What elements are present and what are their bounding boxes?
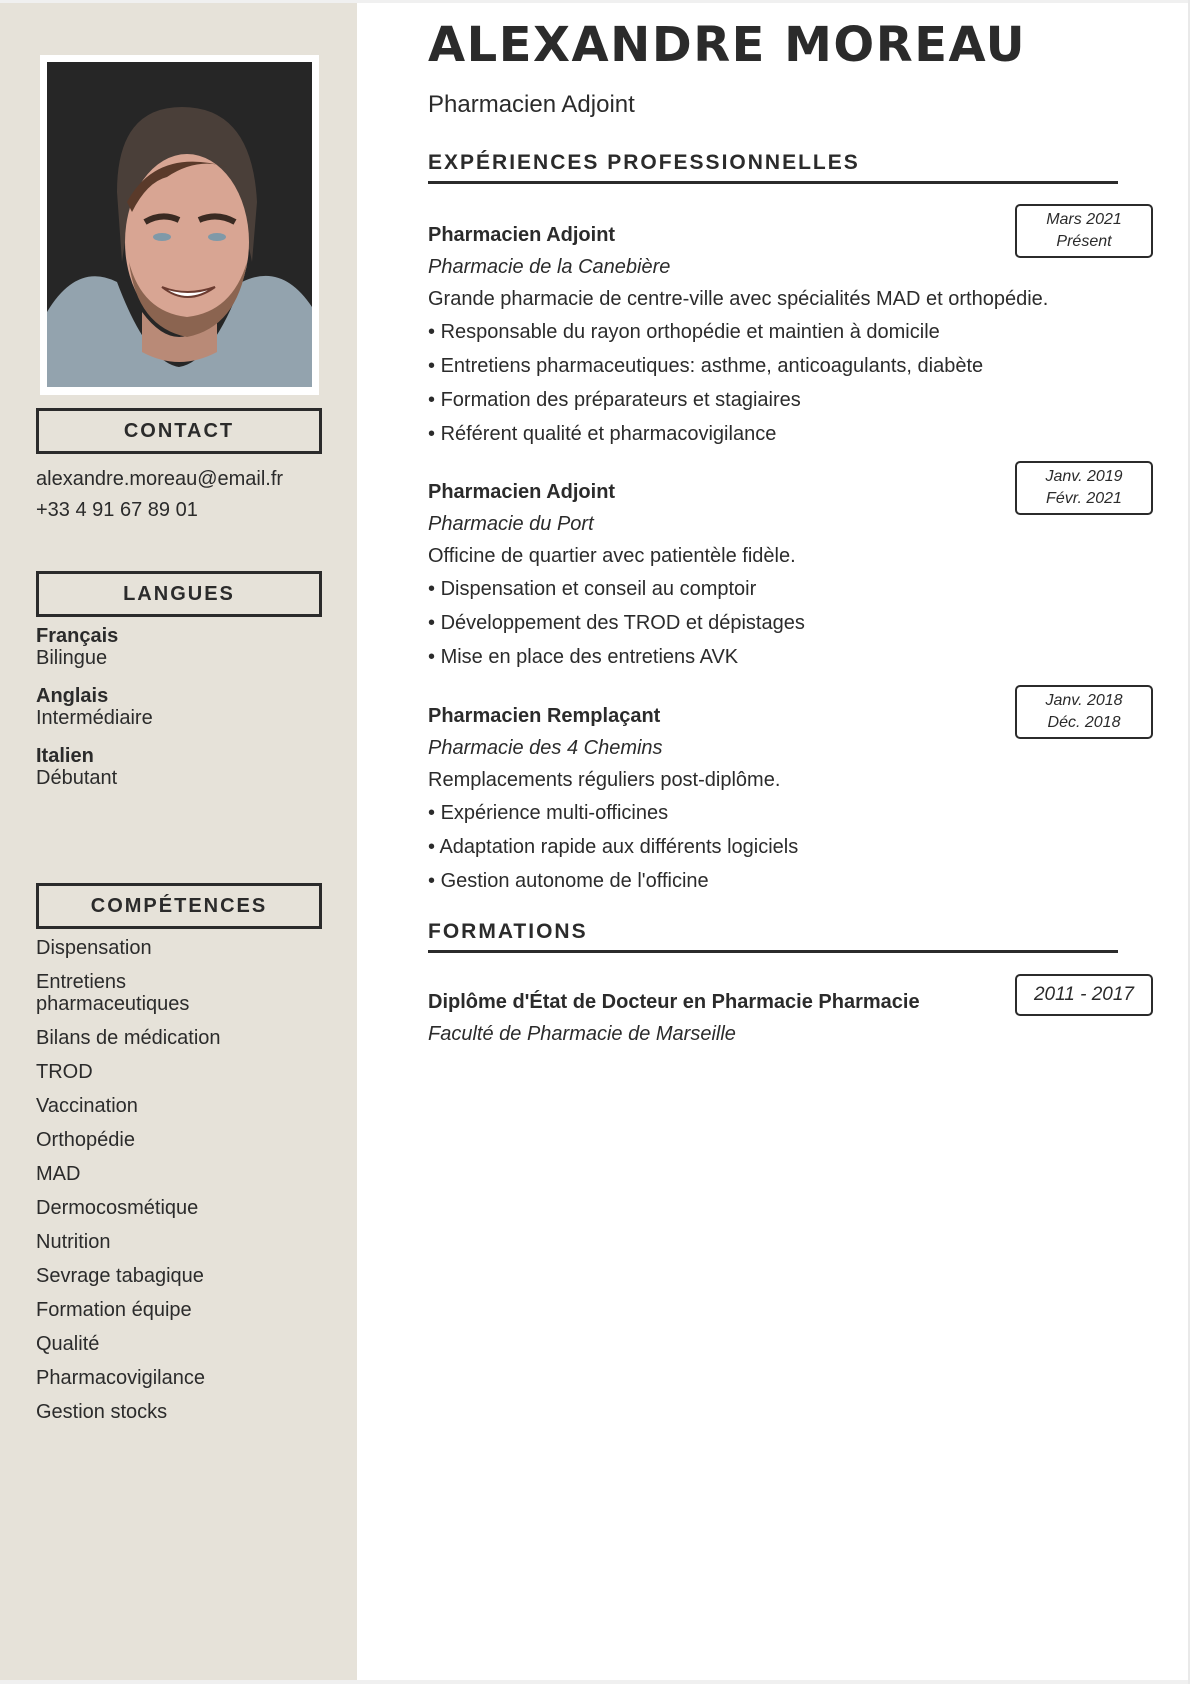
profile-photo [47,62,312,387]
job-bullet: • Entretiens pharmaceutiques: asthme, anticoagulants, diabète [428,349,1153,383]
job-title: Pharmacien Adjoint [428,481,616,503]
job-entry [428,211,1153,451]
job-description: Remplacements réguliers post-diplôme. [428,769,781,791]
experience-heading: EXPÉRIENCES PROFESSIONNELLES [428,151,1118,184]
skill-item: Dispensation [36,937,152,959]
contact-email[interactable]: alexandre.moreau@email.fr [36,468,284,490]
job-bullet: • Mise en place des entretiens AVK [428,640,1153,674]
language-item [36,745,322,789]
skill-item: Formation équipe [36,1299,192,1321]
education-dates: 2011 - 2017 [1033,984,1134,1005]
skill-item: Bilans de médication [36,1027,221,1049]
date-badge [1015,974,1153,1016]
candidate-name: ALEXANDRE MOREAU [428,17,1027,73]
resume-page [0,3,1188,1680]
education-entry [428,986,1153,1050]
contact-heading: CONTACT [36,408,322,454]
job-bullet: • Adaptation rapide aux différents logiciels [428,830,1153,864]
skill-item: Nutrition [36,1231,111,1253]
education-heading: FORMATIONS [428,920,1118,953]
job-bullet: • Gestion autonome de l'officine [428,864,1153,898]
main-content [357,3,1188,1680]
job-title: Pharmacien Adjoint [428,224,616,246]
language-level: Débutant [36,767,118,789]
job-bullet: • Responsable du rayon orthopédie et maintien à domicile [428,315,1153,349]
skills-heading: COMPÉTENCES [36,883,322,929]
job-bullet: • Développement des TROD et dépistages [428,606,1153,640]
date-end: Févr. 2021 [1046,490,1122,507]
candidate-title: Pharmacien Adjoint [428,91,635,118]
job-bullets [428,796,1153,898]
skill-item: Dermocosmétique [36,1197,199,1219]
job-company: Pharmacie de la Canebière [428,256,671,278]
job-entry [428,468,1153,674]
date-start: Mars 2021 [1046,211,1122,228]
date-badge [1015,461,1153,515]
language-item [36,685,322,729]
date-badge [1015,685,1153,739]
skill-item: Sevrage tabagique [36,1265,204,1287]
skill-item: Orthopédie [36,1129,135,1151]
skill-item: Vaccination [36,1095,138,1117]
date-end: Présent [1056,233,1112,250]
education-school: Faculté de Pharmacie de Marseille [428,1023,736,1045]
job-bullets [428,572,1153,674]
date-end: Déc. 2018 [1047,714,1121,731]
contact-section [36,408,322,526]
job-company: Pharmacie du Port [428,513,594,535]
profile-photo-frame [40,55,319,395]
skill-item: MAD [36,1163,81,1185]
job-description: Officine de quartier avec patientèle fidèle. [428,545,796,567]
job-entry [428,692,1153,898]
language-level: Intermédiaire [36,707,153,729]
job-bullets [428,315,1153,451]
job-company: Pharmacie des 4 Chemins [428,737,663,759]
skill-item: Gestion stocks [36,1401,168,1423]
job-bullet: • Expérience multi-officines [428,796,1153,830]
skills-section [36,883,322,1435]
date-badge [1015,204,1153,258]
contact-phone[interactable]: +33 4 91 67 89 01 [36,499,198,521]
language-name: Français [36,625,119,647]
portrait-image-icon [47,62,312,387]
languages-heading: LANGUES [36,571,322,617]
job-bullet: • Référent qualité et pharmacovigilance [428,417,1153,451]
language-name: Anglais [36,685,109,707]
job-title: Pharmacien Remplaçant [428,705,661,727]
language-name: Italien [36,745,94,767]
education-title: Diplôme d'État de Docteur en Pharmacie Pharmacie [428,991,920,1013]
skill-item: Qualité [36,1333,100,1355]
sidebar [0,3,357,1680]
language-item [36,625,322,669]
languages-section [36,571,322,805]
skill-item: TROD [36,1061,93,1083]
language-level: Bilingue [36,647,108,669]
job-bullet: • Dispensation et conseil au comptoir [428,572,1153,606]
skill-item: Entretiens pharmaceutiques [36,971,190,1015]
job-bullet: • Formation des préparateurs et stagiaires [428,383,1153,417]
job-description: Grande pharmacie de centre-ville avec spécialités MAD et orthopédie. [428,288,1049,310]
skill-item: Pharmacovigilance [36,1367,205,1389]
skills-list [36,937,322,1423]
date-start: Janv. 2019 [1045,468,1123,485]
date-start: Janv. 2018 [1045,692,1123,709]
